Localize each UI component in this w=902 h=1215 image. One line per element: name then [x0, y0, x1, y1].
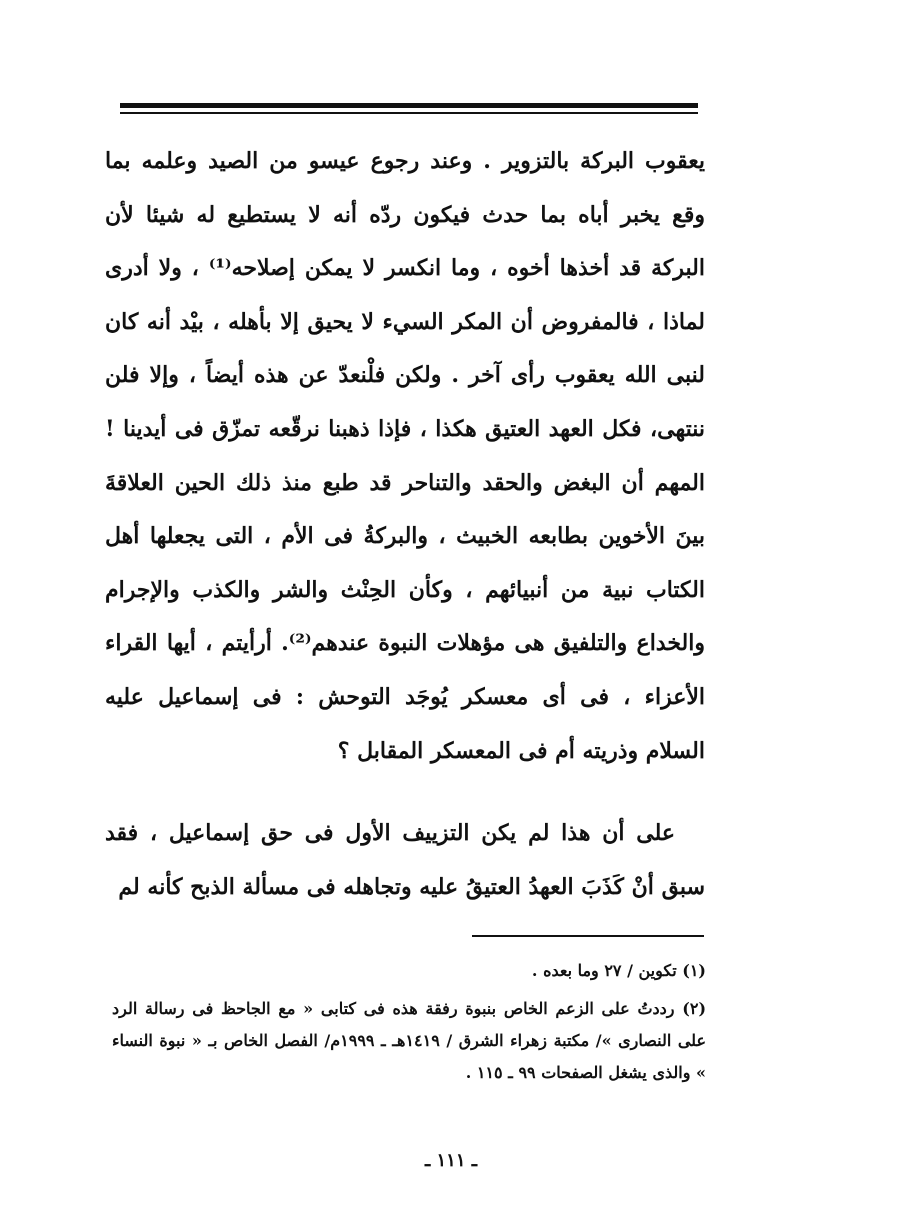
- header-rule-thick: [120, 103, 698, 108]
- footnote-1: (١) تكوين / ٢٧ وما بعده .: [531, 961, 706, 980]
- page-number: ـ ١١١ ـ: [424, 1150, 478, 1171]
- body-paragraph-2: على أن هذا لم يكن التزييف الأول فى حق إسماعيل ، فقد سبق أنْ كَذَبَ العهدُ العتيقُ عليه وتجاهله فى مسألة الذبح كأنه لم: [105, 820, 705, 900]
- footnote-2: (٢) رددتُ على الزعم الخاص بنبوة رفقة هذه فى كتابى « مع الجاحظ فى رسالة الرد على النصارى »/ مكتبة زهراء الشرق / ١٤١٩هـ ـ ١٩٩٩م/ الفصل الخاص بـ « نبوة النساء » والذى يشغل الصفحات ٩٩ ـ ١١٥ .: [112, 999, 707, 1082]
- body-paragraph-1: يعقوب البركة بالتزوير . وعند رجوع عيسو من الصيد وعلمه بما وقع يخبر أباه بما حدث فيكون ردّه أنه لا يستطيع له شيئا لأن البركة قد أخذها أخوه ، وما انكسر لا يمكن إصلاحه⁽¹⁾ ، ولا أدرى لماذا ، فالمفروض أن المكر السيء لا يحيق إلا بأهله ، بيْد أنه كان لنبى الله يعقوب رأى آخر . ولكن فلْنعدّ عن هذه أيضاً ، وإلا فلن ننتهى، فكل العهد العتيق هكذا ، فإذا ذهبنا نرقّعه تمزّق فى أيدينا ! المهم أن البغض والحقد والتناحر قد طبع منذ ذلك الحين العلاقةَ بينَ الأخوين بطابعه الخبيث ، والبركةُ فى الأم ، التى يجعلها أهل الكتاب نبية من أنبيائهم ، وكأن الحِنْث والشر والكذب والإجرام والخداع والتلفيق هى مؤهلات النبوة عندهم⁽²⁾. أرأيتم ، أيها القراء الأعزاء ، فى أى معسكر يُوجَد التوحش : فى إسماعيل عليه السلام وذريته أم فى المعسكر المقابل ؟: [105, 148, 705, 764]
- body-text: [105, 135, 705, 914]
- footnote-separator: [472, 935, 704, 937]
- header-rule-thin: [120, 112, 698, 114]
- footnotes: [112, 955, 706, 1095]
